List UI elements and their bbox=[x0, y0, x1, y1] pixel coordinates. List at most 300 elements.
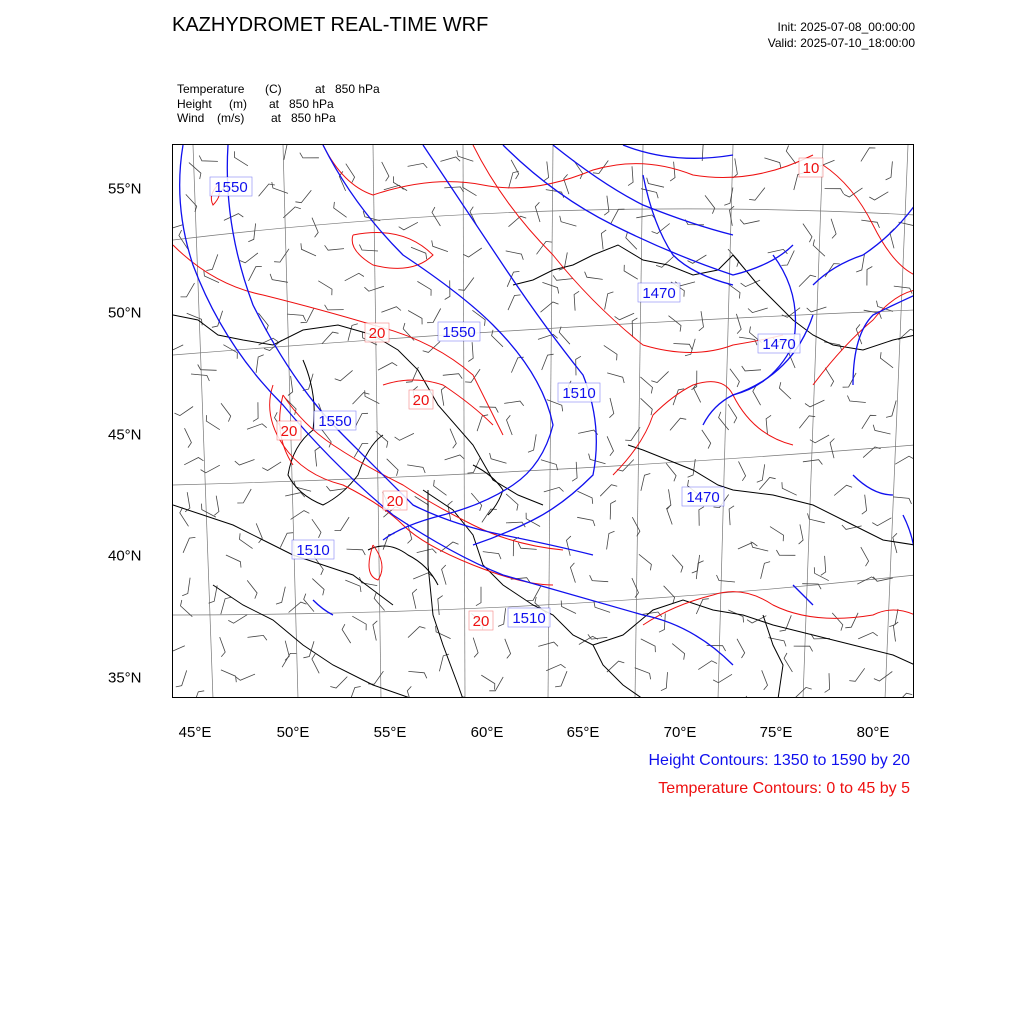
variable-list bbox=[177, 82, 380, 126]
wind-barb bbox=[498, 608, 506, 626]
wind-barb bbox=[641, 189, 658, 199]
wind-barb bbox=[353, 393, 370, 405]
wind-barb bbox=[206, 415, 220, 430]
wind-barb bbox=[699, 311, 704, 331]
wind-barb bbox=[482, 509, 497, 522]
wind-barb bbox=[844, 188, 863, 197]
wind-barb bbox=[345, 580, 361, 592]
wind-barb bbox=[802, 584, 821, 590]
wind-barb bbox=[185, 428, 192, 447]
height-contour-label bbox=[292, 540, 334, 559]
country-boundary bbox=[213, 585, 413, 698]
svg-text:20: 20 bbox=[472, 613, 490, 630]
wind-barb bbox=[748, 308, 768, 313]
country-boundary bbox=[173, 315, 543, 505]
wind-barb bbox=[803, 224, 812, 243]
wind-barb bbox=[256, 523, 262, 543]
wind-barb bbox=[541, 460, 558, 470]
height-contour-label bbox=[758, 334, 800, 353]
wind-barb bbox=[183, 537, 195, 552]
wind-barb bbox=[672, 644, 684, 660]
wind-barb bbox=[607, 373, 624, 383]
wind-barb bbox=[407, 465, 425, 473]
wind-barb bbox=[604, 345, 617, 360]
wind-barb bbox=[834, 485, 852, 495]
wind-barb bbox=[737, 639, 745, 658]
wind-barb bbox=[359, 245, 378, 251]
wind-barb bbox=[274, 249, 289, 262]
wind-barb bbox=[893, 533, 897, 553]
wind-barb bbox=[176, 670, 187, 687]
wind-barb bbox=[335, 517, 350, 531]
wind-barb bbox=[347, 549, 366, 555]
wind-barb bbox=[746, 696, 765, 698]
wind-barb bbox=[249, 266, 262, 281]
wind-barb bbox=[605, 292, 614, 310]
wind-barb bbox=[728, 610, 743, 622]
wind-barb bbox=[895, 456, 914, 464]
wind-barb bbox=[807, 307, 827, 312]
wind-barb bbox=[221, 670, 236, 682]
wind-barb bbox=[845, 613, 858, 628]
wind-barb bbox=[610, 501, 616, 520]
wind-barb bbox=[492, 330, 503, 347]
wind-barb bbox=[248, 635, 267, 640]
wind-barb bbox=[814, 567, 829, 580]
wind-barb bbox=[334, 202, 347, 217]
wind-barb bbox=[705, 195, 715, 213]
wind-barb bbox=[861, 547, 869, 566]
wind-barb bbox=[849, 668, 864, 681]
wind-barb bbox=[318, 281, 332, 295]
wind-barb bbox=[436, 626, 451, 639]
wind-barb bbox=[219, 697, 238, 698]
svg-text:1510: 1510 bbox=[562, 385, 596, 402]
country-boundary bbox=[628, 445, 914, 545]
wind-barb bbox=[399, 222, 418, 230]
wind-barb bbox=[770, 527, 784, 542]
wind-barb bbox=[867, 267, 872, 286]
wind-barb bbox=[542, 354, 554, 370]
wind-barb bbox=[270, 274, 288, 282]
wind-barb bbox=[601, 230, 606, 249]
wind-barb bbox=[578, 491, 593, 504]
wind-barb bbox=[635, 668, 651, 680]
wind-barb bbox=[234, 151, 248, 166]
wind-barb bbox=[325, 305, 344, 310]
wind-barb bbox=[511, 357, 523, 372]
wind-barb bbox=[506, 251, 524, 260]
height-contour-label bbox=[558, 383, 600, 402]
wind-barb bbox=[445, 280, 450, 299]
wind-barb bbox=[607, 436, 613, 456]
wind-barb bbox=[473, 638, 478, 658]
wind-barb bbox=[600, 485, 617, 497]
svg-text:1470: 1470 bbox=[642, 285, 676, 302]
wind-barb bbox=[740, 220, 760, 225]
wind-barb bbox=[438, 596, 443, 615]
wind-barb bbox=[408, 671, 426, 678]
wind-barb bbox=[209, 585, 218, 603]
wind-barb bbox=[378, 363, 397, 371]
wind-barb bbox=[256, 355, 264, 373]
wind-barb bbox=[440, 542, 458, 552]
wind-barb bbox=[874, 672, 892, 682]
svg-text:1470: 1470 bbox=[762, 336, 796, 353]
wind-barb bbox=[544, 162, 549, 181]
wind-barb bbox=[872, 518, 891, 526]
wind-barb bbox=[825, 673, 830, 692]
wind-barb bbox=[555, 671, 567, 687]
temperature-contour-label bbox=[409, 390, 433, 409]
lat-label: 45°N bbox=[108, 426, 142, 444]
wind-barb bbox=[280, 533, 293, 548]
wind-barb bbox=[578, 430, 598, 435]
wind-barb bbox=[873, 425, 890, 434]
country-boundary bbox=[173, 505, 393, 605]
wind-barb bbox=[285, 641, 289, 661]
lon-label: 55°E bbox=[373, 724, 407, 741]
variable-row: Wind (m/s) at 850 hPa bbox=[177, 111, 336, 125]
wind-barb bbox=[352, 616, 366, 630]
wind-barb bbox=[301, 243, 316, 256]
wind-barb bbox=[288, 376, 293, 396]
svg-text:1550: 1550 bbox=[214, 179, 248, 196]
wind-barb bbox=[717, 575, 736, 582]
wind-barb bbox=[805, 400, 824, 407]
wind-barb bbox=[442, 565, 447, 585]
wind-barb bbox=[632, 318, 637, 337]
height-contour-label bbox=[438, 322, 480, 341]
wind-barb bbox=[537, 241, 553, 254]
wind-barb bbox=[782, 482, 797, 495]
wind-barb bbox=[240, 253, 258, 263]
wind-barb bbox=[368, 671, 383, 684]
wind-barb bbox=[175, 407, 194, 416]
wind-barb bbox=[895, 693, 912, 698]
map-title: KAZHYDROMET REAL-TIME WRF bbox=[172, 14, 489, 36]
wind-barb bbox=[528, 434, 536, 452]
wind-barb bbox=[330, 677, 347, 688]
map-panel bbox=[172, 144, 914, 698]
wind-barb bbox=[692, 555, 700, 573]
wind-barb bbox=[417, 549, 437, 553]
wind-barb bbox=[832, 613, 843, 631]
wind-barb bbox=[739, 461, 746, 480]
wind-barb bbox=[825, 189, 844, 194]
wind-barb bbox=[221, 403, 231, 421]
wind-barb bbox=[572, 462, 577, 481]
lon-label: 70°E bbox=[663, 724, 697, 741]
wind-barb bbox=[282, 653, 296, 667]
height-contour-label bbox=[682, 487, 724, 506]
wind-barb bbox=[559, 327, 570, 345]
wind-barb bbox=[607, 661, 624, 672]
wind-barb bbox=[632, 517, 640, 536]
svg-text:20: 20 bbox=[368, 325, 386, 342]
wind-barb bbox=[861, 148, 876, 162]
wind-barb bbox=[730, 369, 740, 387]
wind-barb bbox=[782, 308, 800, 318]
wind-barb bbox=[476, 587, 481, 606]
wind-barb bbox=[468, 342, 473, 361]
wind-barb bbox=[304, 594, 314, 612]
wind-barb bbox=[508, 295, 521, 310]
wind-barb bbox=[408, 627, 425, 638]
wind-barb bbox=[893, 497, 911, 504]
wind-barb bbox=[364, 286, 384, 291]
valid-time: Valid: 2025-07-10_18:00:00 bbox=[767, 36, 915, 50]
wind-barb bbox=[509, 216, 527, 227]
variable-row: Temperature (C) at 850 hPa bbox=[177, 82, 380, 96]
wind-barb bbox=[786, 146, 796, 164]
wind-barb bbox=[779, 382, 791, 399]
height-contour-label bbox=[210, 177, 252, 196]
wind-barb bbox=[411, 247, 427, 259]
wind-barb bbox=[342, 624, 351, 643]
wind-barb bbox=[733, 158, 738, 178]
wind-barb bbox=[373, 621, 377, 641]
wind-barb bbox=[294, 481, 311, 491]
wind-barb bbox=[448, 501, 453, 521]
wind-barb bbox=[577, 517, 595, 526]
wind-barb bbox=[303, 641, 314, 658]
wind-barb bbox=[553, 275, 573, 280]
wind-barb bbox=[445, 455, 465, 460]
wind-barb bbox=[315, 447, 320, 466]
wind-barb bbox=[325, 245, 344, 250]
wind-barb bbox=[647, 178, 664, 187]
wind-barb bbox=[201, 465, 220, 473]
wind-barb bbox=[776, 550, 795, 555]
svg-text:1510: 1510 bbox=[512, 610, 546, 627]
wind-barb bbox=[831, 219, 836, 239]
wind-barb bbox=[641, 639, 656, 652]
wind-barb bbox=[560, 216, 577, 226]
wind-barb bbox=[670, 418, 686, 430]
wind-barb bbox=[641, 398, 653, 415]
wind-barb bbox=[527, 587, 541, 601]
wind-barb bbox=[247, 424, 267, 430]
wind-barb bbox=[729, 506, 734, 525]
wind-barb bbox=[206, 254, 217, 270]
wind-barb bbox=[513, 537, 519, 556]
wind-barb bbox=[262, 462, 281, 471]
wind-barb bbox=[432, 240, 448, 251]
wind-barb bbox=[248, 223, 255, 241]
wind-barb bbox=[761, 562, 771, 579]
wind-barb bbox=[893, 622, 898, 642]
wind-barb bbox=[427, 309, 441, 323]
wind-barb bbox=[221, 597, 231, 614]
wind-barb bbox=[886, 401, 896, 418]
wind-barb bbox=[749, 188, 765, 201]
wind-barb bbox=[477, 415, 488, 431]
wind-barb bbox=[443, 374, 462, 379]
wind-barb bbox=[235, 460, 255, 466]
wind-barb bbox=[382, 162, 389, 181]
wind-barb bbox=[228, 615, 247, 624]
wind-barb bbox=[284, 145, 293, 160]
wind-barb bbox=[463, 248, 482, 257]
lon-label: 75°E bbox=[759, 724, 793, 741]
lon-label: 45°E bbox=[178, 724, 212, 741]
wind-barb bbox=[696, 561, 703, 579]
wind-barb bbox=[458, 278, 474, 291]
wind-barb bbox=[465, 369, 480, 382]
svg-text:1510: 1510 bbox=[296, 542, 330, 559]
wind-barb bbox=[312, 519, 321, 538]
wind-barb bbox=[604, 196, 609, 216]
height-contour-label bbox=[638, 283, 680, 302]
wind-barb bbox=[253, 402, 258, 421]
wind-barb bbox=[481, 675, 495, 690]
wind-barb bbox=[719, 412, 729, 430]
wind-barb bbox=[659, 614, 665, 633]
wind-barb bbox=[173, 345, 183, 352]
wind-barb bbox=[742, 366, 761, 371]
country-boundary bbox=[513, 245, 733, 285]
wind-barb bbox=[611, 209, 625, 223]
wind-barb bbox=[624, 265, 638, 279]
wind-barb bbox=[193, 691, 204, 698]
wind-barb bbox=[880, 352, 893, 368]
wind-barb bbox=[669, 316, 682, 332]
wind-barb bbox=[759, 478, 775, 490]
wind-barb bbox=[869, 192, 888, 200]
wind-barb bbox=[408, 163, 428, 168]
lat-label: 40°N bbox=[108, 547, 142, 565]
svg-text:1550: 1550 bbox=[442, 324, 476, 341]
wind-barb bbox=[348, 324, 358, 341]
wind-barb bbox=[349, 687, 360, 699]
height-legend: Height Contours: 1350 to 1590 by 20 bbox=[648, 752, 910, 769]
wind-barb bbox=[889, 609, 898, 627]
wind-barb bbox=[173, 225, 183, 230]
country-boundary bbox=[428, 490, 463, 698]
wind-barb bbox=[226, 555, 241, 568]
height-contour-label bbox=[314, 411, 356, 430]
wind-barb bbox=[590, 575, 609, 582]
wind-barb bbox=[672, 555, 683, 573]
wind-barb bbox=[894, 286, 912, 294]
wind-barb bbox=[757, 464, 765, 482]
wind-barb bbox=[345, 273, 364, 281]
wind-barb bbox=[821, 556, 826, 575]
wind-barb bbox=[198, 365, 217, 371]
wind-barb bbox=[441, 386, 446, 406]
wind-barb bbox=[858, 632, 878, 639]
wind-barb bbox=[699, 507, 704, 526]
wind-barb bbox=[639, 554, 652, 570]
wind-barb bbox=[808, 513, 825, 522]
wind-barb bbox=[272, 182, 288, 193]
wind-barb bbox=[736, 314, 741, 334]
wind-barb bbox=[574, 291, 579, 310]
wind-barb bbox=[355, 413, 368, 428]
wind-barb bbox=[762, 670, 768, 690]
svg-text:1550: 1550 bbox=[318, 413, 352, 430]
wind-barb bbox=[544, 487, 564, 492]
init-time: Init: 2025-07-08_00:00:00 bbox=[777, 20, 915, 34]
wind-barb bbox=[312, 579, 324, 596]
wind-barb bbox=[412, 589, 417, 609]
wind-barb bbox=[670, 162, 675, 181]
wind-barb bbox=[567, 536, 571, 556]
wind-barb bbox=[886, 161, 893, 180]
wind-barb bbox=[300, 153, 319, 158]
run-info bbox=[768, 19, 915, 51]
map-canvas bbox=[173, 145, 914, 698]
wind-barb bbox=[408, 311, 422, 325]
wind-barb bbox=[753, 386, 761, 405]
wind-barb bbox=[505, 639, 511, 659]
wind-barb bbox=[607, 531, 615, 549]
wind-barb bbox=[240, 533, 253, 548]
wind-barb bbox=[847, 396, 865, 403]
wind-barb bbox=[862, 495, 867, 515]
wind-barb bbox=[326, 486, 346, 491]
wind-barb bbox=[381, 307, 401, 313]
lat-label: 35°N bbox=[108, 669, 142, 687]
boundaries bbox=[173, 245, 914, 698]
wind-barb bbox=[276, 587, 285, 604]
wind-barb bbox=[289, 602, 307, 612]
wind-barb bbox=[490, 453, 507, 463]
wind-barb bbox=[728, 404, 737, 423]
wind-barb bbox=[199, 156, 218, 162]
wind-barb bbox=[335, 370, 353, 380]
wind-barb bbox=[799, 524, 804, 544]
country-boundary bbox=[593, 600, 914, 665]
wind-barb bbox=[387, 459, 398, 476]
wind-barb bbox=[651, 371, 668, 382]
wind-barb bbox=[615, 313, 635, 320]
temperature-contour-label bbox=[799, 158, 823, 177]
wind-barb bbox=[640, 377, 652, 394]
wind-barb bbox=[322, 332, 339, 344]
country-boundary bbox=[763, 615, 783, 698]
svg-text:20: 20 bbox=[386, 493, 404, 510]
wind-barb bbox=[535, 202, 540, 222]
temperature-contour-label bbox=[469, 611, 493, 630]
wind-barb bbox=[457, 150, 474, 161]
temperature-contour-label bbox=[383, 491, 407, 510]
wind-barb bbox=[191, 374, 209, 381]
wind-barb bbox=[713, 674, 732, 682]
wind-barb bbox=[842, 525, 862, 529]
wind-barb bbox=[784, 653, 792, 672]
wind-barb bbox=[247, 580, 257, 598]
wind-barb bbox=[843, 373, 857, 387]
wind-barb bbox=[861, 220, 879, 228]
lat-label: 55°N bbox=[108, 180, 142, 198]
svg-text:10: 10 bbox=[802, 160, 820, 177]
wind-barb bbox=[830, 439, 834, 459]
wind-barb bbox=[666, 463, 676, 481]
wind-barb bbox=[285, 493, 305, 498]
wind-barb bbox=[224, 214, 243, 221]
variable-row: Height (m) at 850 hPa bbox=[177, 96, 334, 111]
wind-barb bbox=[295, 190, 311, 203]
wind-barb bbox=[182, 578, 190, 596]
wind-barb bbox=[283, 207, 301, 218]
svg-text:20: 20 bbox=[412, 392, 430, 409]
wind-barb bbox=[236, 674, 256, 680]
wind-barb bbox=[609, 398, 613, 418]
temperature-contour-label bbox=[365, 323, 389, 342]
wind-barb bbox=[625, 427, 640, 440]
